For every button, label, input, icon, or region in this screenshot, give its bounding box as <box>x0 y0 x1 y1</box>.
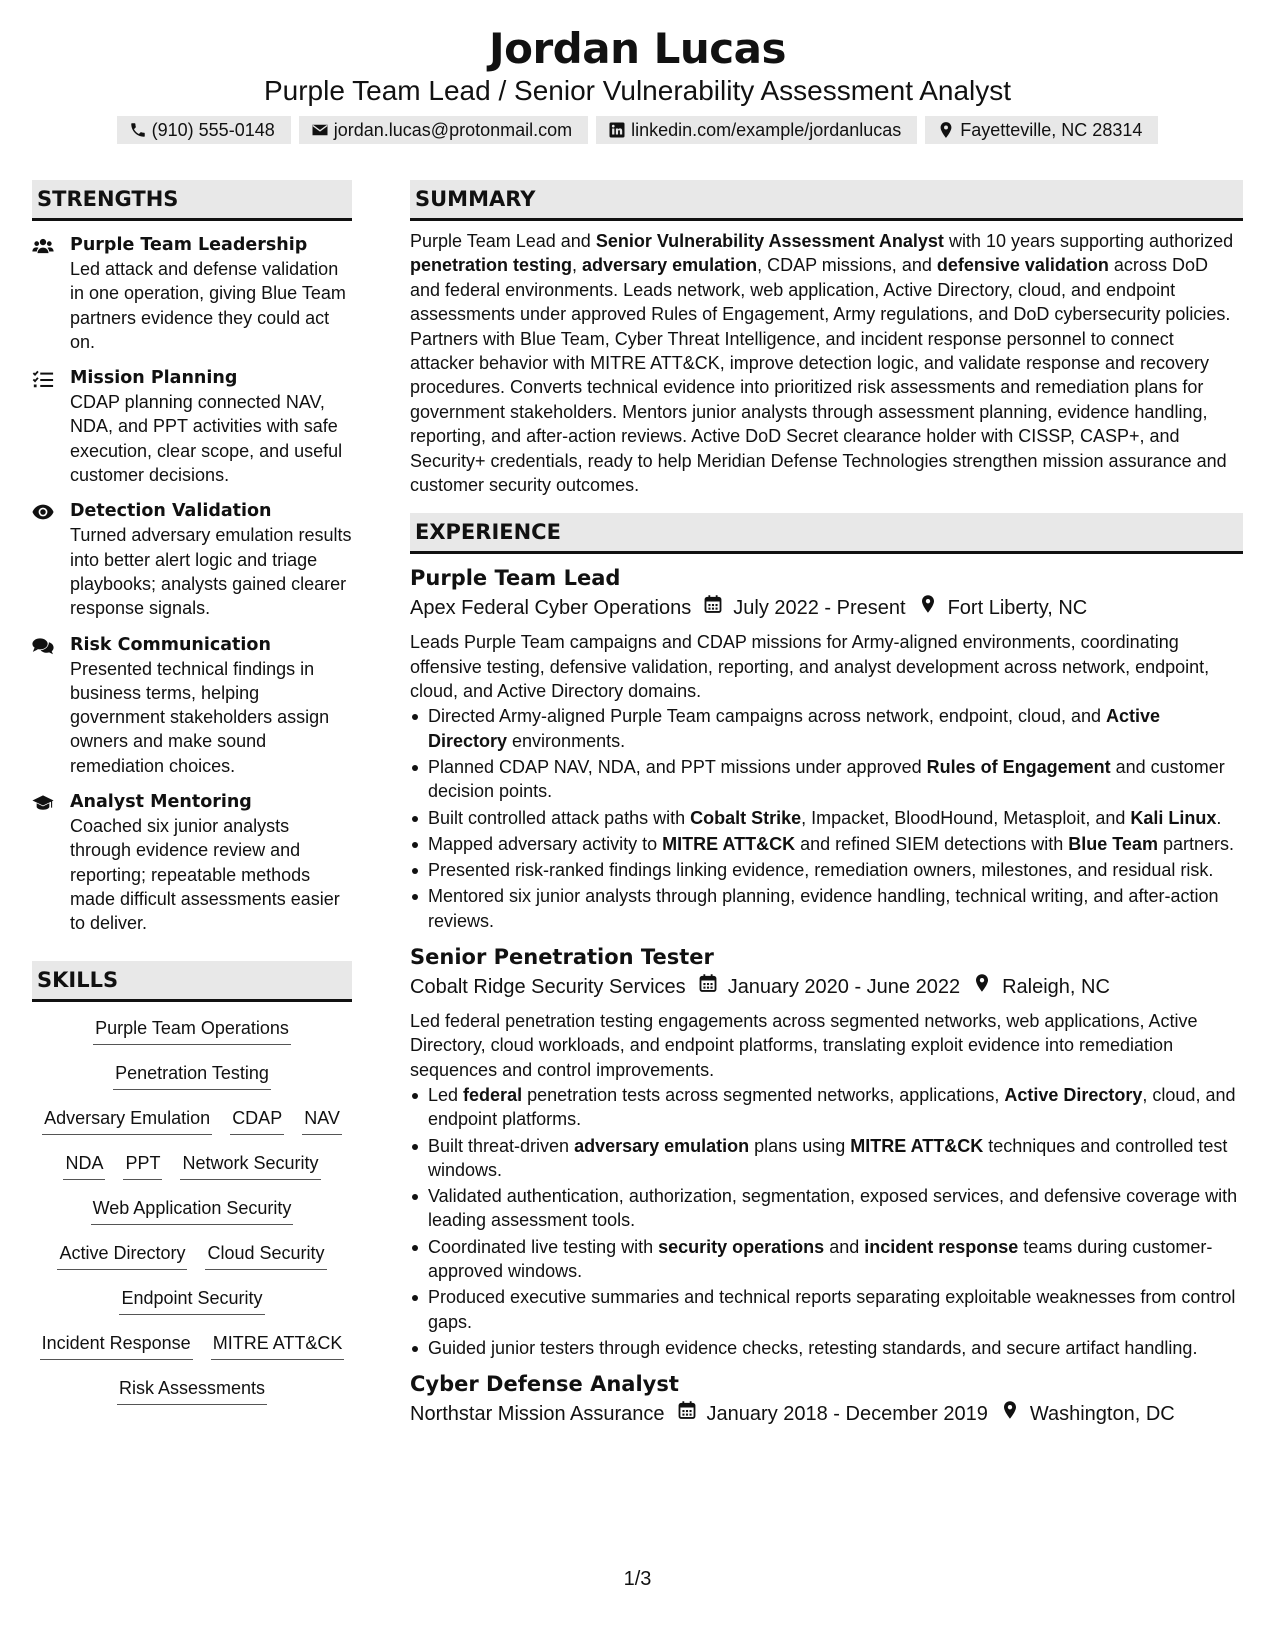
job-dates: July 2022 - Present <box>733 597 906 620</box>
contact-email[interactable] <box>299 116 588 144</box>
job-bullets <box>410 1083 1243 1360</box>
bullet-item: Directed Army-aligned Purple Team campaigns across network, endpoint, cloud, and Active Directory environments. <box>410 704 1243 753</box>
skill-row <box>32 1151 352 1196</box>
job-meta <box>410 1399 1243 1429</box>
strength-description: Presented technical findings in business terms, helping government stakeholders assign owners and make sound remediation choices. <box>70 658 330 776</box>
calendar-icon <box>691 593 733 623</box>
comments-icon <box>32 633 70 778</box>
job-meta <box>410 972 1243 1002</box>
strength-description: Turned adversary emulation results into better alert logic and triage playbooks; analysts gained clearer response signals. <box>70 525 352 619</box>
job-list <box>410 564 1243 1429</box>
linkedin-text: linkedin.com/example/jordanlucas <box>631 120 902 140</box>
users-icon <box>32 233 70 354</box>
candidate-name: Jordan Lucas <box>488 24 787 73</box>
skill-row <box>32 1106 352 1151</box>
job-entry <box>410 943 1243 1360</box>
location-pin-icon <box>906 593 948 623</box>
strength-description: CDAP planning connected NAV, NDA, and PPT activities with safe execution, clear scope, and useful customer decisions. <box>70 392 343 486</box>
checklist-icon <box>32 366 70 487</box>
job-dates: January 2020 - June 2022 <box>727 976 961 999</box>
bullet-item: Planned CDAP NAV, NDA, and PPT missions under approved Rules of Engagement and customer decision points. <box>410 755 1243 804</box>
skill-row <box>32 1016 352 1061</box>
skill-tag: Purple Team Operations <box>93 1016 291 1045</box>
location-pin-icon <box>988 1399 1030 1429</box>
strength-item <box>32 633 352 778</box>
calendar-icon <box>665 1399 707 1429</box>
strength-title: Risk Communication <box>70 634 271 655</box>
skill-tag: Web Application Security <box>91 1196 294 1225</box>
main-column <box>410 180 1243 1429</box>
job-description: Leads Purple Team campaigns and CDAP missions for Army-aligned environments, coordinating offensive testing, defensive validation, reporting, and analyst development across network, endpoint, cloud, and Active Directory domains. <box>410 632 1210 702</box>
skill-tag: Endpoint Security <box>119 1286 264 1315</box>
page-number: 1/3 <box>623 1568 652 1590</box>
skill-tag: Active Directory <box>57 1241 187 1270</box>
strengths-heading: STRENGTHS <box>32 180 352 221</box>
company-name: Northstar Mission Assurance <box>410 1403 665 1426</box>
resume-header <box>0 22 1275 144</box>
job-dates: January 2018 - December 2019 <box>706 1403 988 1426</box>
email-text: jordan.lucas@protonmail.com <box>333 120 573 140</box>
strength-item <box>32 499 352 620</box>
bullet-item: Coordinated live testing with security operations and incident response teams during customer-approved windows. <box>410 1235 1243 1284</box>
company-name: Apex Federal Cyber Operations <box>410 597 692 620</box>
job-bullets <box>410 704 1243 933</box>
company-name: Cobalt Ridge Security Services <box>410 976 686 999</box>
skills-heading: SKILLS <box>32 961 352 1002</box>
linkedin-icon <box>608 121 626 139</box>
strength-title: Detection Validation <box>70 501 272 522</box>
skill-row <box>32 1331 352 1376</box>
skill-row <box>32 1241 352 1286</box>
graduation-cap-icon <box>32 790 70 935</box>
skill-row <box>32 1286 352 1331</box>
strength-description: Led attack and defense validation in one operation, giving Blue Team partners evidence they could act on. <box>70 259 346 352</box>
calendar-icon <box>686 972 728 1002</box>
strength-description: Coached six junior analysts through evidence review and reporting; repeatable methods made difficult assessments easier to deliver. <box>70 816 340 934</box>
strength-item <box>32 233 352 354</box>
bullet-item: Presented risk-ranked findings linking evidence, remediation owners, milestones, and residual risk. <box>410 858 1243 882</box>
bullet-item: Guided junior testers through evidence checks, retesting standards, and secure artifact handling. <box>410 1336 1243 1360</box>
skill-row <box>32 1061 352 1106</box>
job-title: Purple Team Lead <box>410 566 621 591</box>
skill-tag: Penetration Testing <box>113 1061 271 1090</box>
skill-tag: Cloud Security <box>205 1241 326 1270</box>
job-title: Senior Penetration Tester <box>410 945 714 970</box>
skills-list <box>32 1016 352 1421</box>
eye-icon <box>32 499 70 620</box>
skill-row <box>32 1376 352 1421</box>
location-text: Fayetteville, NC 28314 <box>960 120 1143 140</box>
location-pin-icon <box>960 972 1002 1002</box>
bullet-item: Led federal penetration tests across segmented networks, applications, Active Directory, cloud, and endpoint platforms. <box>410 1083 1243 1132</box>
sidebar <box>32 180 352 1421</box>
job-entry <box>410 564 1243 933</box>
job-title: Cyber Defense Analyst <box>410 1372 679 1397</box>
strength-title: Mission Planning <box>70 368 238 389</box>
skill-tag: Risk Assessments <box>117 1376 267 1405</box>
contact-bar <box>0 116 1275 144</box>
bullet-item: Validated authentication, authorization, segmentation, exposed services, and defensive coverage with leading assessment tools. <box>410 1184 1243 1233</box>
bullet-item: Mentored six junior analysts through planning, evidence handling, technical writing, and after-action reviews. <box>410 884 1243 933</box>
skill-tag: Network Security <box>180 1151 320 1180</box>
skill-tag: NAV <box>302 1106 342 1135</box>
skill-tag: Adversary Emulation <box>42 1106 212 1135</box>
phone-text: (910) 555-0148 <box>151 120 275 140</box>
job-location: Fort Liberty, NC <box>947 597 1088 620</box>
skill-tag: MITRE ATT&CK <box>211 1331 345 1360</box>
skill-tag: Incident Response <box>40 1331 193 1360</box>
location-pin-icon <box>937 121 955 139</box>
strength-item <box>32 790 352 935</box>
skill-row <box>32 1196 352 1241</box>
summary-text: Purple Team Lead and Senior Vulnerability Assessment Analyst with 10 years supporting authorized penetration testing, adversary emulation, CDAP missions, and defensive validation across DoD and federal environments. Leads network, web application, Active Directory, cloud, and endpoint assessments under approved Rules of Engagement, Army regulations, and DoD cybersecurity policies. Partners with Blue Team, Cyber Threat Intelligence, and incident response personnel to connect attacker behavior with MITRE ATT&CK, improve detection logic, and validate response and recovery procedures. Converts technical evidence into prioritized risk assessments and remediation plans for government stakeholders. Mentors junior analysts through assessment planning, evidence handling, reporting, and after-action reviews. Active DoD Secret clearance holder with CISSP, CASP+, and Security+ credentials, ready to help Meridian Defense Technologies strengthen mission assurance and customer security outcomes. <box>410 231 1234 496</box>
candidate-title: Purple Team Lead / Senior Vulnerability Assessment Analyst <box>263 75 1012 106</box>
bullet-item: Produced executive summaries and technical reports separating exploitable weaknesses from control gaps. <box>410 1285 1243 1334</box>
job-entry <box>410 1370 1243 1429</box>
strength-title: Analyst Mentoring <box>70 792 252 813</box>
envelope-icon <box>311 121 329 139</box>
job-location: Raleigh, NC <box>1002 976 1110 999</box>
bullet-item: Built controlled attack paths with Cobalt Strike, Impacket, BloodHound, Metasploit, and Kali Linux. <box>410 806 1243 830</box>
experience-heading: EXPERIENCE <box>410 513 1243 554</box>
strength-title: Purple Team Leadership <box>70 235 308 255</box>
summary-heading: SUMMARY <box>410 180 1243 221</box>
phone-icon <box>129 121 147 139</box>
strength-item <box>32 366 352 487</box>
contact-linkedin[interactable] <box>596 116 917 144</box>
bullet-item: Built threat-driven adversary emulation plans using MITRE ATT&CK techniques and controlled test windows. <box>410 1134 1243 1183</box>
contact-location <box>925 116 1158 144</box>
bullet-item: Mapped adversary activity to MITRE ATT&CK and refined SIEM detections with Blue Team partners. <box>410 832 1243 856</box>
skill-tag: NDA <box>63 1151 105 1180</box>
job-meta <box>410 593 1243 623</box>
job-description: Led federal penetration testing engagements across segmented networks, web applications, Active Directory, cloud workloads, and endpoint platforms, translating exploit evidence into remediation sequences and control improvements. <box>410 1011 1198 1080</box>
contact-phone <box>117 116 291 144</box>
job-location: Washington, DC <box>1029 1403 1175 1426</box>
skill-tag: CDAP <box>230 1106 284 1135</box>
skill-tag: PPT <box>123 1151 162 1180</box>
